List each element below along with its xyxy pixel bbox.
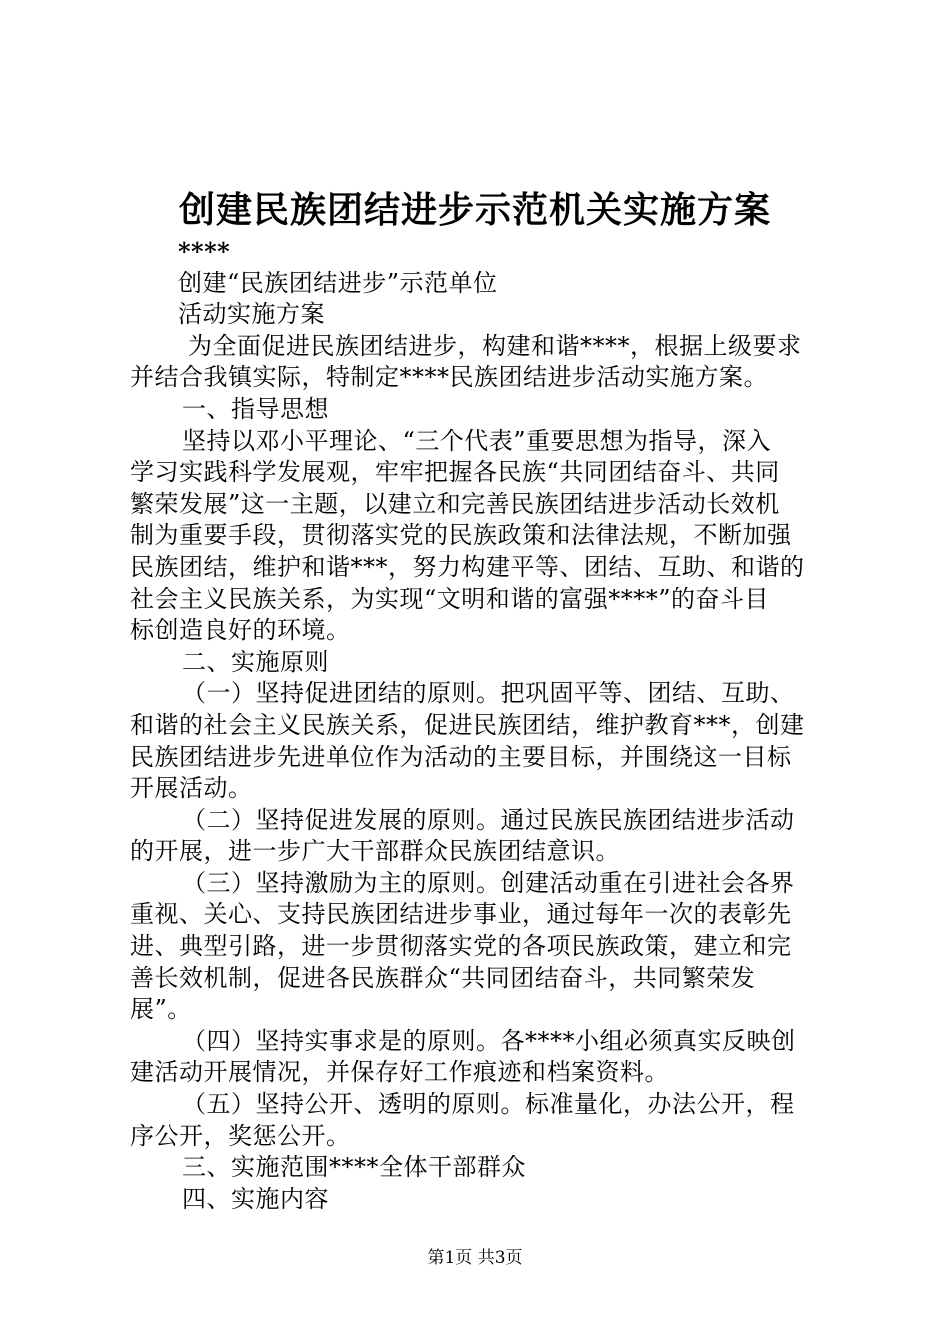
- section-heading-4: 四、实施内容: [182, 1184, 329, 1213]
- paragraph-line: 开展活动。: [130, 774, 253, 803]
- paragraph-line: 并结合我镇实际，特制定****民族团结进步活动实施方案。: [130, 363, 768, 392]
- paragraph-line: 制为重要手段，贯彻落实党的民族政策和法律法规，不断加强: [130, 521, 792, 550]
- paragraph-line: 展”。: [130, 995, 192, 1024]
- paragraph-line: 序公开，奖惩公开。: [130, 1121, 351, 1150]
- paragraph-line: 的开展，进一步广大干部群众民族团结意识。: [130, 837, 620, 866]
- paragraph-line: 和谐的社会主义民族关系，促进民族团结，维护教育***，创建: [130, 710, 805, 739]
- principle-4-line: （四）坚持实事求是的原则。各****小组必须真实反映创: [182, 1026, 796, 1055]
- paragraph-line: 标创造良好的环境。: [130, 616, 351, 645]
- paragraph-line: 为全面促进民族团结进步，构建和谐****，根据上级要求: [188, 331, 802, 360]
- principle-3-line: （三）坚持激励为主的原则。创建活动重在引进社会各界: [182, 868, 795, 897]
- subtitle-line-2: 活动实施方案: [178, 300, 325, 329]
- paragraph-line: 社会主义民族关系，为实现“文明和谐的富强****”的奋斗目: [130, 584, 770, 613]
- paragraph-line: 民族团结进步先进单位作为活动的主要目标，并围绕这一目标: [130, 742, 792, 771]
- paragraph-line: 繁荣发展”这一主题，以建立和完善民族团结进步活动长效机: [130, 489, 780, 518]
- section-heading-1: 一、指导思想: [182, 394, 329, 423]
- principle-2-line: （二）坚持促进发展的原则。通过民族民族团结进步活动: [182, 805, 795, 834]
- document-body: [130, 236, 830, 1215]
- paragraph-line: 坚持以邓小平理论、“三个代表”重要思想为指导，深入: [182, 426, 772, 455]
- principle-5-line: （五）坚持公开、透明的原则。标准量化，办法公开，程: [182, 1090, 795, 1119]
- principle-1-line: （一）坚持促进团结的原则。把巩固平等、团结、互助、: [182, 679, 795, 708]
- section-heading-3: 三、实施范围****全体干部群众: [182, 1153, 526, 1182]
- paragraph-line: 学习实践科学发展观，牢牢把握各民族“共同团结奋斗、共同: [130, 458, 780, 487]
- org-placeholder: ****: [178, 237, 231, 266]
- paragraph-line: 重视、关心、支持民族团结进步事业，通过每年一次的表彰先: [130, 900, 792, 929]
- paragraph-line: 民族团结，维护和谐***，努力构建平等、团结、互助、和谐的: [130, 552, 805, 581]
- page-number: 第1页 共3页: [427, 1248, 523, 1268]
- paragraph-line: 善长效机制，促进各民族群众“共同团结奋斗，共同繁荣发: [130, 963, 756, 992]
- paragraph-line: 进、典型引路，进一步贯彻落实党的各项民族政策，建立和完: [130, 932, 792, 961]
- document-title: 创建民族团结进步示范机关实施方案: [178, 189, 771, 231]
- paragraph-line: 建活动开展情况，并保存好工作痕迹和档案资料。: [130, 1058, 669, 1087]
- subtitle-line-1: 创建“民族团结进步”示范单位: [178, 268, 498, 297]
- section-heading-2: 二、实施原则: [182, 647, 329, 676]
